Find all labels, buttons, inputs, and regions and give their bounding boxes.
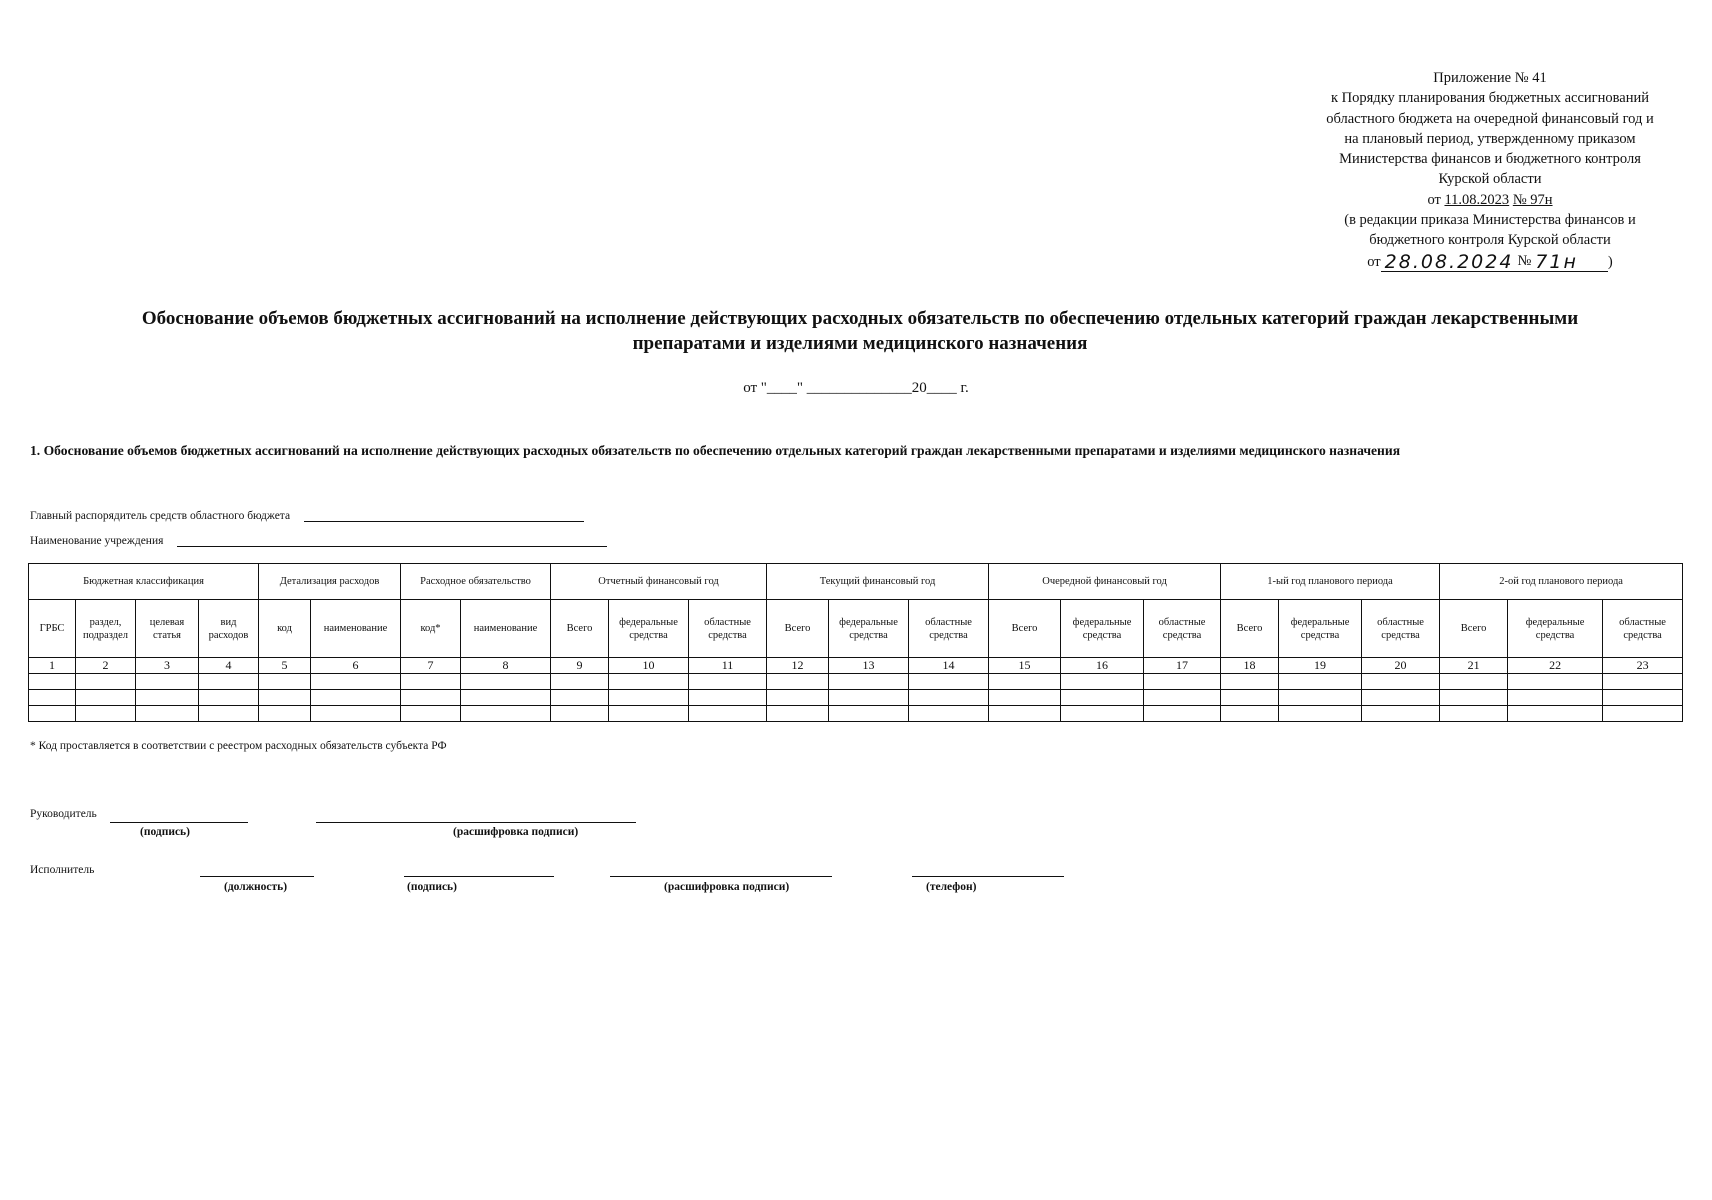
column-header: федеральные средства bbox=[609, 600, 689, 658]
table-cell[interactable] bbox=[829, 674, 909, 690]
table-cell[interactable] bbox=[29, 674, 76, 690]
table-cell[interactable] bbox=[1061, 690, 1144, 706]
handwritten-number: 71н bbox=[1531, 253, 1608, 272]
table-cell[interactable] bbox=[199, 706, 259, 722]
table-cell[interactable] bbox=[767, 706, 829, 722]
document-date-line: от "____" ______________20____ г. bbox=[743, 380, 969, 396]
table-cell[interactable] bbox=[1221, 706, 1279, 722]
table-cell[interactable] bbox=[259, 674, 311, 690]
table-cell[interactable] bbox=[829, 706, 909, 722]
handwritten-date: 28.08.2024 bbox=[1381, 253, 1518, 272]
group-header: Бюджетная классификация bbox=[29, 564, 259, 600]
edition-prefix: от bbox=[1367, 253, 1381, 270]
table-cell[interactable] bbox=[1508, 674, 1603, 690]
table-cell[interactable] bbox=[199, 674, 259, 690]
table-cell[interactable] bbox=[76, 674, 136, 690]
table-cell[interactable] bbox=[461, 674, 551, 690]
table-cell[interactable] bbox=[1144, 690, 1221, 706]
table-cell[interactable] bbox=[1144, 674, 1221, 690]
appendix-line: Курской области bbox=[1438, 171, 1542, 188]
table-cell[interactable] bbox=[461, 706, 551, 722]
column-header: областные средства bbox=[1362, 600, 1440, 658]
table-subheader-row bbox=[29, 600, 1683, 658]
appendix-line: к Порядку планирования бюджетных ассигнований bbox=[1331, 90, 1649, 107]
grbs-input-line[interactable] bbox=[304, 510, 584, 522]
group-header: Отчетный финансовый год bbox=[551, 564, 767, 600]
column-header: областные средства bbox=[689, 600, 767, 658]
table-row bbox=[29, 690, 1683, 706]
table-cell[interactable] bbox=[551, 674, 609, 690]
table-cell[interactable] bbox=[29, 690, 76, 706]
table-cell[interactable] bbox=[1603, 706, 1683, 722]
column-header: Всего bbox=[989, 600, 1061, 658]
institution-field bbox=[30, 535, 607, 547]
head-decode-line[interactable] bbox=[316, 822, 636, 823]
table-row bbox=[29, 706, 1683, 722]
edition-line: бюджетного контроля Курской области bbox=[1369, 232, 1611, 249]
group-header: 1-ый год планового периода bbox=[1221, 564, 1440, 600]
column-header: Всего bbox=[767, 600, 829, 658]
table-cell[interactable] bbox=[1362, 674, 1440, 690]
table-cell[interactable] bbox=[136, 674, 199, 690]
number-sign: № bbox=[1517, 251, 1531, 272]
table-cell[interactable] bbox=[767, 690, 829, 706]
column-header: федеральные средства bbox=[829, 600, 909, 658]
group-header: Детализация расходов bbox=[259, 564, 401, 600]
exec-sign-caption: (подпись) bbox=[407, 881, 457, 893]
table-cell[interactable] bbox=[551, 706, 609, 722]
table-group-header-row bbox=[29, 564, 1683, 600]
column-number: 22 bbox=[1508, 658, 1603, 674]
table-cell[interactable] bbox=[311, 690, 401, 706]
column-header: федеральные средства bbox=[1279, 600, 1362, 658]
table-cell[interactable] bbox=[1279, 690, 1362, 706]
column-number: 8 bbox=[461, 658, 551, 674]
table-number-row bbox=[29, 658, 1683, 674]
column-number: 21 bbox=[1440, 658, 1508, 674]
group-header: Текущий финансовый год bbox=[767, 564, 989, 600]
institution-label: Наименование учреждения bbox=[30, 535, 164, 547]
column-header: код bbox=[259, 600, 311, 658]
table-cell[interactable] bbox=[609, 690, 689, 706]
table-cell[interactable] bbox=[76, 706, 136, 722]
table-cell[interactable] bbox=[401, 674, 461, 690]
executor-label: Исполнитель bbox=[30, 864, 95, 876]
column-number: 15 bbox=[989, 658, 1061, 674]
column-header: вид расходов bbox=[199, 600, 259, 658]
close-paren: ) bbox=[1607, 253, 1613, 270]
column-header: код* bbox=[401, 600, 461, 658]
table-cell[interactable] bbox=[1603, 690, 1683, 706]
column-header: Всего bbox=[1221, 600, 1279, 658]
table-cell[interactable] bbox=[609, 674, 689, 690]
column-number: 11 bbox=[689, 658, 767, 674]
exec-phone-caption: (телефон) bbox=[926, 881, 977, 893]
table-cell[interactable] bbox=[311, 706, 401, 722]
appendix-line: на плановый период, утвержденному приказом bbox=[1344, 130, 1636, 147]
table-cell[interactable] bbox=[909, 690, 989, 706]
appendix-block bbox=[1290, 68, 1690, 272]
column-number: 10 bbox=[609, 658, 689, 674]
table-cell[interactable] bbox=[689, 690, 767, 706]
table-cell[interactable] bbox=[29, 706, 76, 722]
column-number: 1 bbox=[29, 658, 76, 674]
head-sign-line[interactable] bbox=[110, 822, 248, 823]
column-number: 19 bbox=[1279, 658, 1362, 674]
appendix-number: Приложение № 41 bbox=[1433, 70, 1547, 86]
institution-input-line[interactable] bbox=[177, 535, 607, 547]
exec-phone-line[interactable] bbox=[912, 876, 1064, 877]
table-cell[interactable] bbox=[461, 690, 551, 706]
column-header: федеральные средства bbox=[1061, 600, 1144, 658]
table-cell[interactable] bbox=[199, 690, 259, 706]
title-line-2: препаратами и изделиями медицинского назначения bbox=[632, 333, 1088, 354]
appendix-line: Министерства финансов и бюджетного контроля bbox=[1339, 151, 1641, 168]
exec-decode-line[interactable] bbox=[610, 876, 832, 877]
table-cell[interactable] bbox=[136, 706, 199, 722]
edition-line: (в редакции приказа Министерства финансов и bbox=[1344, 212, 1636, 229]
table-cell[interactable] bbox=[1508, 690, 1603, 706]
exec-position-line[interactable] bbox=[200, 876, 314, 877]
column-number: 12 bbox=[767, 658, 829, 674]
head-label: Руководитель bbox=[30, 808, 97, 820]
order-prefix: от bbox=[1427, 191, 1445, 208]
group-header: 2-ой год планового периода bbox=[1440, 564, 1683, 600]
column-header: Всего bbox=[1440, 600, 1508, 658]
table-cell[interactable] bbox=[989, 706, 1061, 722]
table-cell[interactable] bbox=[259, 706, 311, 722]
table-cell[interactable] bbox=[401, 690, 461, 706]
title-line-1: Обоснование объемов бюджетных ассигнований на исполнение действующих расходных обязательств по обеспечению отдельных категорий граждан лекарственными bbox=[141, 308, 1579, 329]
edition-date-line bbox=[1290, 251, 1690, 272]
table-cell[interactable] bbox=[689, 706, 767, 722]
table-cell[interactable] bbox=[401, 706, 461, 722]
table-cell[interactable] bbox=[1362, 706, 1440, 722]
column-header: федеральные средства bbox=[1508, 600, 1603, 658]
section-title: 1. Обоснование объемов бюджетных ассигнований на исполнение действующих расходных обязательств по обеспечению отдельных категорий граждан лекарственными препаратами и изделиями медицинского назначения bbox=[30, 443, 1401, 458]
order-line bbox=[1290, 190, 1690, 210]
column-header: раздел, подраздел bbox=[76, 600, 136, 658]
column-number: 4 bbox=[199, 658, 259, 674]
table-cell[interactable] bbox=[1440, 674, 1508, 690]
exec-position-caption: (должность) bbox=[224, 881, 288, 893]
table-cell[interactable] bbox=[136, 690, 199, 706]
head-decode-caption: (расшифровка подписи) bbox=[453, 826, 579, 838]
column-header: областные средства bbox=[1144, 600, 1221, 658]
column-number: 9 bbox=[551, 658, 609, 674]
table-cell[interactable] bbox=[989, 674, 1061, 690]
table-cell[interactable] bbox=[1061, 706, 1144, 722]
table-cell[interactable] bbox=[1221, 674, 1279, 690]
table-cell[interactable] bbox=[1144, 706, 1221, 722]
column-number: 18 bbox=[1221, 658, 1279, 674]
exec-sign-line[interactable] bbox=[404, 876, 554, 877]
column-number: 16 bbox=[1061, 658, 1144, 674]
grbs-label: Главный распорядитель средств областного бюджета bbox=[30, 510, 291, 522]
column-number: 23 bbox=[1603, 658, 1683, 674]
table-cell[interactable] bbox=[767, 674, 829, 690]
table-cell[interactable] bbox=[1440, 690, 1508, 706]
table-cell[interactable] bbox=[1508, 706, 1603, 722]
column-header: областные средства bbox=[909, 600, 989, 658]
column-number: 7 bbox=[401, 658, 461, 674]
order-number: № 97н bbox=[1512, 191, 1553, 208]
table-cell[interactable] bbox=[1279, 674, 1362, 690]
table-cell[interactable] bbox=[1061, 674, 1144, 690]
group-header: Расходное обязательство bbox=[401, 564, 551, 600]
grbs-field bbox=[30, 510, 584, 522]
group-header: Очередной финансовый год bbox=[989, 564, 1221, 600]
table-cell[interactable] bbox=[551, 690, 609, 706]
column-header: наименование bbox=[461, 600, 551, 658]
column-number: 5 bbox=[259, 658, 311, 674]
table-cell[interactable] bbox=[259, 690, 311, 706]
table-cell[interactable] bbox=[1603, 674, 1683, 690]
table-cell[interactable] bbox=[909, 674, 989, 690]
column-number: 3 bbox=[136, 658, 199, 674]
table-cell[interactable] bbox=[1279, 706, 1362, 722]
table-cell[interactable] bbox=[1362, 690, 1440, 706]
column-header: областные средства bbox=[1603, 600, 1683, 658]
column-number: 13 bbox=[829, 658, 909, 674]
budget-table bbox=[28, 563, 1683, 722]
table-row bbox=[29, 674, 1683, 690]
column-number: 2 bbox=[76, 658, 136, 674]
exec-decode-caption: (расшифровка подписи) bbox=[664, 881, 790, 893]
column-header: Всего bbox=[551, 600, 609, 658]
column-number: 17 bbox=[1144, 658, 1221, 674]
table-cell[interactable] bbox=[311, 674, 401, 690]
table-cell[interactable] bbox=[1440, 706, 1508, 722]
table-cell[interactable] bbox=[829, 690, 909, 706]
table-cell[interactable] bbox=[909, 706, 989, 722]
table-cell[interactable] bbox=[989, 690, 1061, 706]
column-number: 6 bbox=[311, 658, 401, 674]
column-header: наименование bbox=[311, 600, 401, 658]
head-sign-caption: (подпись) bbox=[140, 826, 190, 838]
column-number: 20 bbox=[1362, 658, 1440, 674]
column-header: ГРБС bbox=[29, 600, 76, 658]
column-header: целевая статья bbox=[136, 600, 199, 658]
table-cell[interactable] bbox=[689, 674, 767, 690]
footnote: * Код проставляется в соответствии с реестром расходных обязательств субъекта РФ bbox=[30, 740, 447, 752]
column-number: 14 bbox=[909, 658, 989, 674]
document-title bbox=[40, 306, 1680, 356]
table-cell[interactable] bbox=[1221, 690, 1279, 706]
appendix-line: областного бюджета на очередной финансовый год и bbox=[1326, 110, 1654, 127]
table-cell[interactable] bbox=[609, 706, 689, 722]
order-date: 11.08.2023 bbox=[1444, 191, 1510, 208]
table-cell[interactable] bbox=[76, 690, 136, 706]
